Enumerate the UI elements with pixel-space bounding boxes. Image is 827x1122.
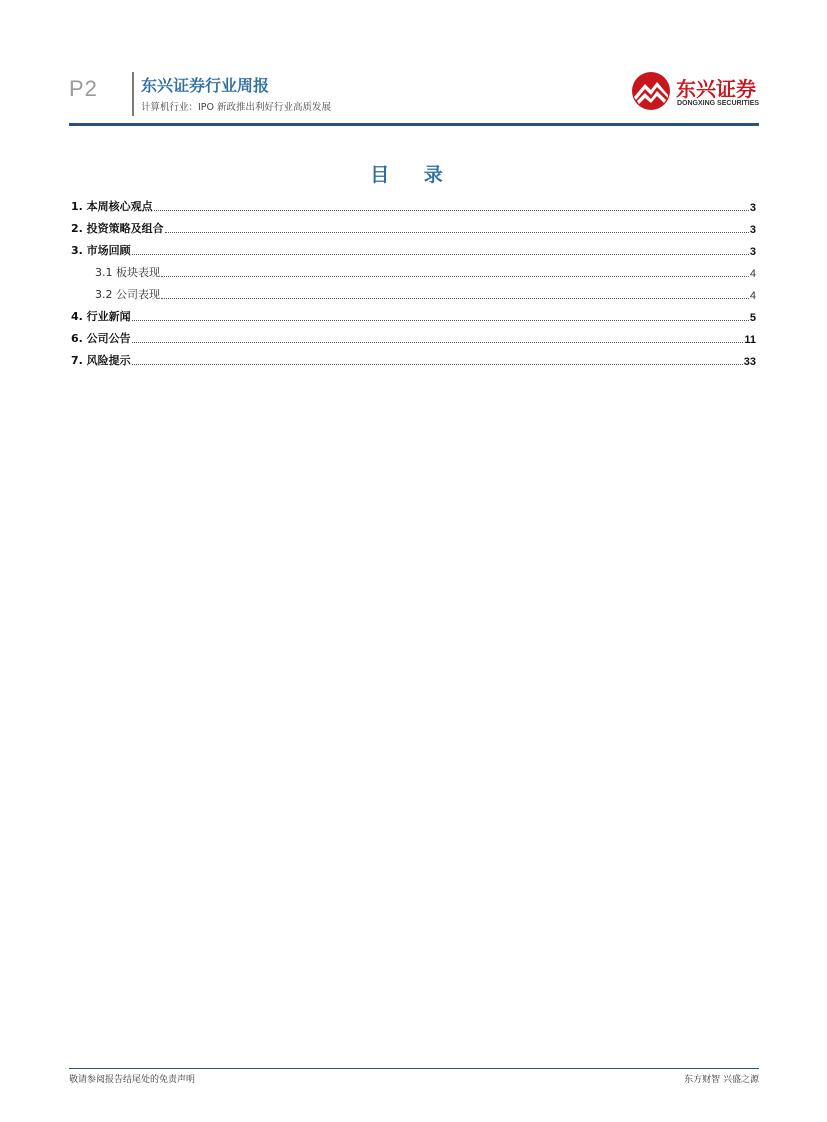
footer-disclaimer: 敬请参阅报告结尾处的免责声明 [69,1075,196,1085]
toc-entry-page[interactable]: 3 [749,224,756,236]
toc-dot-leader [132,364,743,365]
toc-entry-label[interactable]: 2. 投资策略及组合 [71,222,164,235]
report-subtitle: 计算机行业：IPO 新政推出利好行业高质发展 [141,102,332,113]
toc-dot-leader [132,342,744,343]
toc-dot-leader [165,232,749,233]
toc-entry-label[interactable]: 3.1 板块表现 [95,266,160,279]
toc-entry[interactable] [71,306,756,328]
logo-name-cn: 东兴证券 [676,77,756,101]
toc-entry-page[interactable]: 33 [743,356,756,368]
toc-entry-page[interactable]: 5 [749,312,756,324]
toc-entry[interactable] [71,240,756,262]
logo-mark-icon [630,70,672,112]
toc-entry-label[interactable]: 7. 风险提示 [71,354,131,367]
toc-entry-page[interactable]: 4 [749,268,756,280]
logo-name-en: DONGXING SECURITIES [677,100,760,107]
toc-dot-leader [132,254,749,255]
report-type-title: 东兴证券行业周报 [141,76,270,95]
toc-entry-label[interactable]: 4. 行业新闻 [71,310,131,323]
company-logo [630,70,760,114]
toc-entry-label[interactable]: 3.2 公司表现 [95,288,160,301]
table-of-contents [71,196,756,372]
footer-slogan: 东方财智 兴盛之源 [684,1075,759,1085]
toc-entry[interactable] [71,218,756,240]
toc-entry[interactable] [71,262,756,284]
toc-entry-label[interactable]: 6. 公司公告 [71,332,131,345]
footer-rule [69,1068,759,1069]
header-divider [132,72,134,116]
toc-dot-leader [161,276,749,277]
toc-dot-leader [132,320,749,321]
toc-entry[interactable] [71,196,756,218]
toc-title: 目 录 [370,164,457,186]
toc-entry[interactable] [71,328,756,350]
toc-entry-page[interactable]: 3 [749,202,756,214]
toc-entry-page[interactable]: 11 [744,334,756,346]
page-number: P2 [69,76,98,101]
toc-entry[interactable] [71,350,756,372]
toc-dot-leader [154,210,749,211]
toc-entry[interactable] [71,284,756,306]
toc-entry-page[interactable]: 4 [749,290,756,302]
toc-entry-label[interactable]: 3. 市场回顾 [71,244,131,257]
toc-entry-label[interactable]: 1. 本周核心观点 [71,200,153,213]
toc-entry-page[interactable]: 3 [749,246,756,258]
header-rule [69,123,759,126]
toc-dot-leader [161,298,749,299]
